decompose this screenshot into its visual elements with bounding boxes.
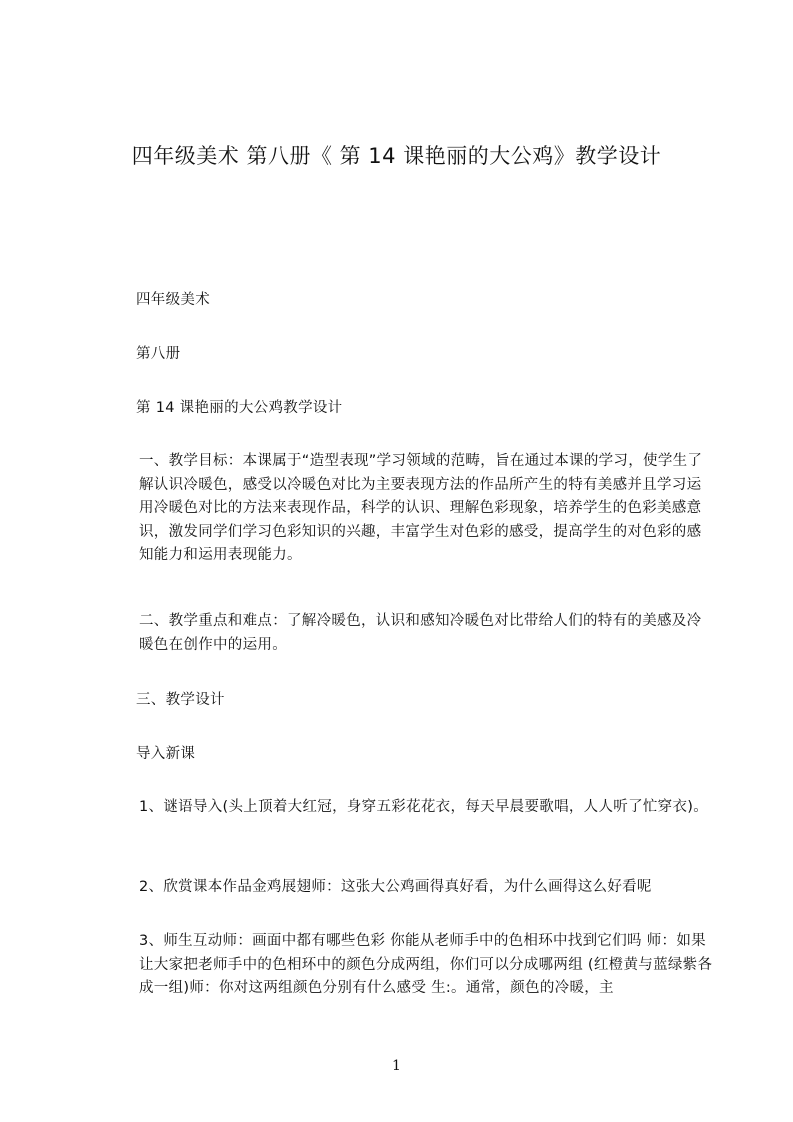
lesson-line: 第 14 课艳丽的大公鸡教学设计 <box>136 400 343 416</box>
document-title: 四年级美术 第八册《 第 14 课艳丽的大公鸡》教学设计 <box>131 144 662 168</box>
step2-paragraph <box>107 876 713 900</box>
subject-line: 四年级美术 <box>136 292 210 308</box>
key-points-text: 二、教学重点和难点：了解冷暖色，认识和感知冷暖色对比带给人们的特有的美感及冷暖色在创作中的运用。 <box>139 613 702 653</box>
page-number: 1 <box>392 1058 401 1074</box>
teaching-design-heading: 三、教学设计 <box>136 692 225 708</box>
step2-text: 2、欣赏课本作品金鸡展翅师：这张大公鸡画得真好看，为什么画得这么好看呢 <box>139 879 652 895</box>
volume-line: 第八册 <box>136 346 181 362</box>
intro-heading: 导入新课 <box>136 746 196 762</box>
teaching-objectives-text: 一、教学目标：本课属于“造型表现”学习领域的范畴，旨在通过本课的学习，使学生了解认识冷暖色，感受以冷暖色对比为主要表现方法的作品所产生的特有美感并且学习运用冷暖色对比的方法来表现作品，科学的认识、理解色彩现象，培养学生的色彩美感意识，激发同学们学习色彩知识的兴趣，丰富学生对色彩的感受，提高学生的对色彩的感知能力和运用表现能力。 <box>139 453 703 563</box>
step1-text: 1、谜语导入(头上顶着大红冠，身穿五彩花花衣，每天早晨要歌唱，人人听了忙穿衣)。 <box>139 799 709 815</box>
step1-paragraph <box>107 796 713 820</box>
step3-text: 3、师生互动师：画面中都有哪些色彩 你能从老师手中的色相环中找到它们吗 师：如果让大家把老师手中的色相环中的颜色分成两组，你们可以分成哪两组 (红橙黄与蓝绿紫各成一组)师：你对这两组颜色分别有什么感受 生:。通常，颜色的冷暖，主 <box>139 933 713 996</box>
teaching-objectives-paragraph <box>107 450 713 568</box>
key-points-paragraph <box>107 610 713 657</box>
step3-paragraph <box>107 930 713 1001</box>
